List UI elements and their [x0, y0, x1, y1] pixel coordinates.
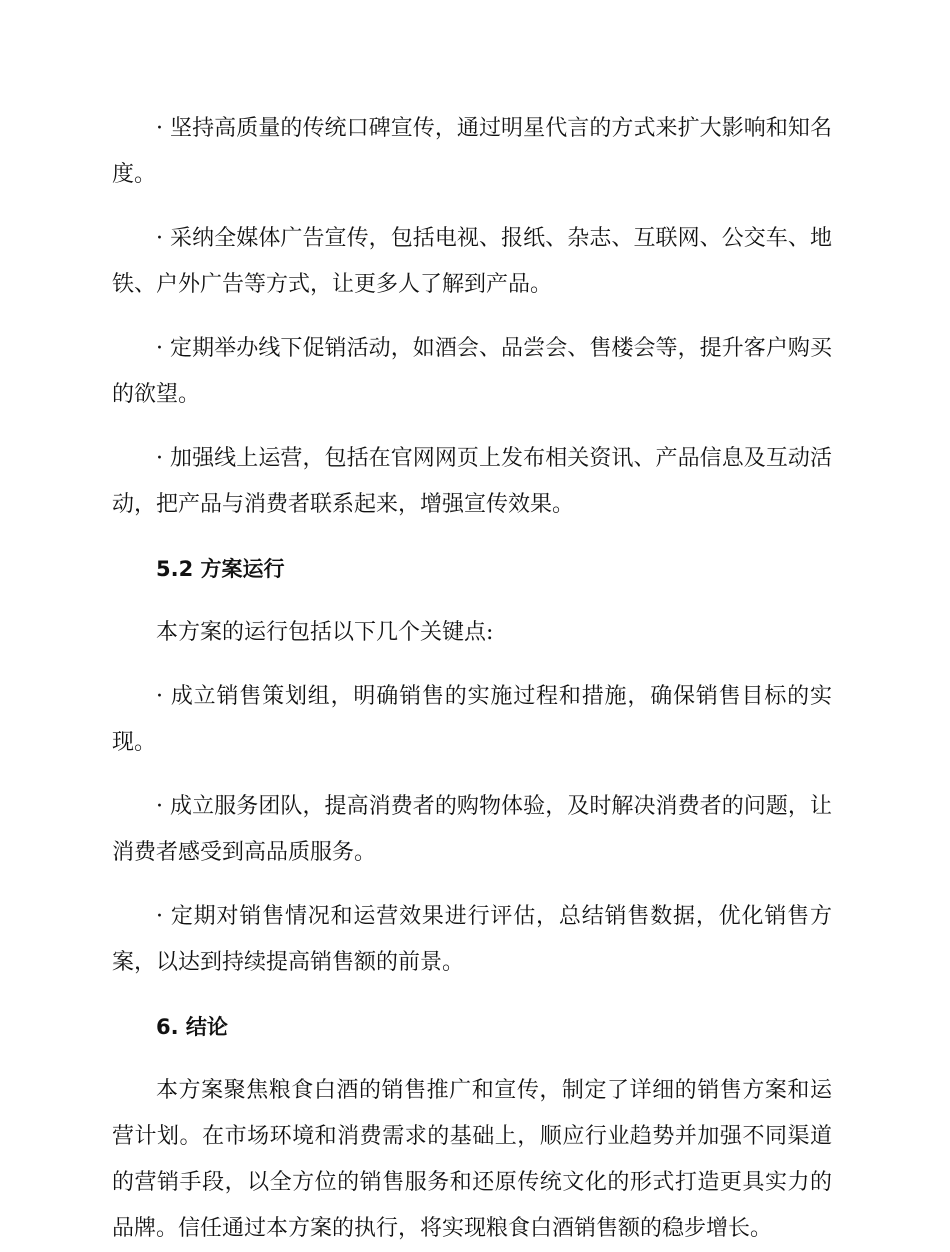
section-heading-conclusion: 6. 结论	[156, 1015, 228, 1039]
document-body	[112, 106, 832, 1252]
section-heading-plan-execution: 5.2 方案运行	[156, 557, 285, 581]
bullet-paragraph-periodic-evaluation: · 定期对销售情况和运营效果进行评估，总结销售数据，优化销售方案，以达到持续提高销售额的前景。	[112, 904, 832, 975]
bullet-paragraph-online-operations: · 加强线上运营，包括在官网网页上发布相关资讯、产品信息及互动活动，把产品与消费者联系起来，增强宣传效果。	[112, 446, 832, 517]
paragraph-conclusion: 本方案聚焦粮食白酒的销售推广和宣传，制定了详细的销售方案和运营计划。在市场环境和消费需求的基础上，顺应行业趋势并加强不同渠道的营销手段，以全方位的销售服务和还原传统文化的形式打造更具实力的品牌。信任通过本方案的执行，将实现粮食白酒销售额的稳步增长。	[112, 1078, 832, 1241]
bullet-paragraph-sales-planning-team: · 成立销售策划组，明确销售的实施过程和措施，确保销售目标的实现。	[112, 684, 832, 755]
bullet-paragraph-offline-promotions: · 定期举办线下促销活动，如酒会、品尝会、售楼会等，提升客户购买的欲望。	[112, 336, 832, 407]
bullet-paragraph-service-team: · 成立服务团队，提高消费者的购物体验，及时解决消费者的问题，让消费者感受到高品质服务。	[112, 794, 832, 865]
bullet-paragraph-word-of-mouth: · 坚持高质量的传统口碑宣传，通过明星代言的方式来扩大影响和知名度。	[112, 116, 832, 187]
bullet-paragraph-all-media-ads: · 采纳全媒体广告宣传，包括电视、报纸、杂志、互联网、公交车、地铁、户外广告等方式，让更多人了解到产品。	[112, 226, 832, 297]
paragraph-key-points-intro: 本方案的运行包括以下几个关键点:	[156, 620, 494, 645]
